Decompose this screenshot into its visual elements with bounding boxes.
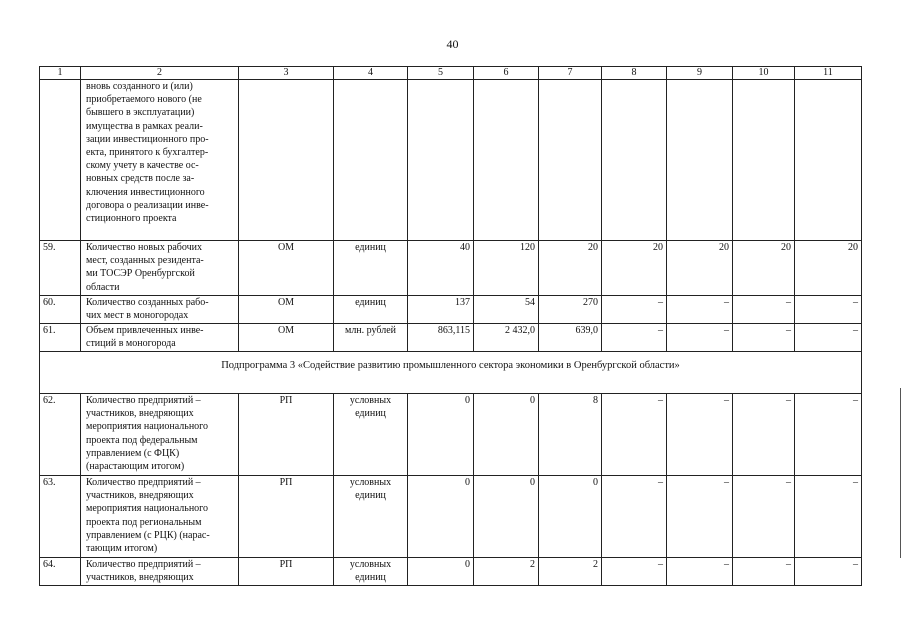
section-row — [40, 352, 862, 394]
indicators-table — [39, 66, 862, 586]
row-number: 60. — [40, 296, 81, 324]
value-col-7: 2 — [539, 558, 602, 586]
col-header-3: 3 — [239, 67, 334, 80]
value-col-5: 0 — [408, 558, 474, 586]
unit: условных единиц — [334, 394, 408, 476]
indicator-type: РП — [239, 558, 334, 586]
value-col-10: – — [733, 558, 795, 586]
unit: единиц — [334, 241, 408, 296]
unit: единиц — [334, 296, 408, 324]
indicator-name: Количество предприятий – участников, внедряющих мероприятия национального проекта под региональным управлением (с РЦК) (нарас- тающим итогом) — [81, 476, 239, 558]
value-col-8: – — [602, 296, 667, 324]
value-col-8: – — [602, 394, 667, 476]
value-col-10: – — [733, 324, 795, 352]
col-header-9: 9 — [667, 67, 733, 80]
indicator-name: Количество предприятий – участников, внедряющих — [81, 558, 239, 586]
header-row — [40, 67, 862, 80]
value-col-5 — [408, 80, 474, 241]
indicator-name: Количество новых рабочих мест, созданных резидента- ми ТОСЭР Оренбургской области — [81, 241, 239, 296]
value-col-6: 54 — [474, 296, 539, 324]
value-col-6: 0 — [474, 476, 539, 558]
unit: млн. рублей — [334, 324, 408, 352]
value-col-11: – — [795, 558, 862, 586]
indicator-type: РП — [239, 476, 334, 558]
value-col-6 — [474, 80, 539, 241]
table-row — [40, 558, 862, 586]
col-header-7: 7 — [539, 67, 602, 80]
col-header-4: 4 — [334, 67, 408, 80]
value-col-9: 20 — [667, 241, 733, 296]
margin-scan-line — [900, 388, 901, 558]
value-col-9: – — [667, 476, 733, 558]
value-col-11: – — [795, 476, 862, 558]
row-number: 63. — [40, 476, 81, 558]
table-row — [40, 296, 862, 324]
value-col-9: – — [667, 394, 733, 476]
col-header-2: 2 — [81, 67, 239, 80]
value-col-7: 0 — [539, 476, 602, 558]
unit — [334, 80, 408, 241]
table-row — [40, 241, 862, 296]
value-col-6: 2 432,0 — [474, 324, 539, 352]
table-row — [40, 324, 862, 352]
row-number: 64. — [40, 558, 81, 586]
page-number: 40 — [446, 37, 459, 51]
value-col-9 — [667, 80, 733, 241]
col-header-10: 10 — [733, 67, 795, 80]
indicator-type: ОМ — [239, 296, 334, 324]
value-col-6: 0 — [474, 394, 539, 476]
value-col-5: 0 — [408, 476, 474, 558]
value-col-11 — [795, 80, 862, 241]
value-col-8: – — [602, 476, 667, 558]
col-header-1: 1 — [40, 67, 81, 80]
unit: условных единиц — [334, 476, 408, 558]
value-col-7: 8 — [539, 394, 602, 476]
subprogram-heading: Подпрограмма 3 «Содействие развитию промышленного сектора экономики в Оренбургской области» — [40, 352, 862, 394]
indicator-type: ОМ — [239, 241, 334, 296]
value-col-10 — [733, 80, 795, 241]
value-col-6: 2 — [474, 558, 539, 586]
row-number: 62. — [40, 394, 81, 476]
value-col-7: 270 — [539, 296, 602, 324]
value-col-11: – — [795, 324, 862, 352]
value-col-10: – — [733, 296, 795, 324]
value-col-7: 639,0 — [539, 324, 602, 352]
value-col-5: 863,115 — [408, 324, 474, 352]
indicator-name: вновь созданного и (или) приобретаемого нового (не бывшего в эксплуатации) имущества в рамках реали- зации инвестиционного про- екта, принятого к бухгалтер- скому учету в качестве ос- новных средств после за- ключения инвестиционного договора о реализации инве- стиционного проекта — [81, 80, 239, 241]
value-col-5: 0 — [408, 394, 474, 476]
value-col-8 — [602, 80, 667, 241]
unit: условных единиц — [334, 558, 408, 586]
table-row — [40, 476, 862, 558]
value-col-7 — [539, 80, 602, 241]
value-col-11: 20 — [795, 241, 862, 296]
value-col-8: – — [602, 558, 667, 586]
indicator-name: Количество созданных рабо- чих мест в моногородах — [81, 296, 239, 324]
value-col-11: – — [795, 394, 862, 476]
value-col-6: 120 — [474, 241, 539, 296]
value-col-5: 137 — [408, 296, 474, 324]
table-row — [40, 80, 862, 241]
indicator-type — [239, 80, 334, 241]
row-number: 61. — [40, 324, 81, 352]
value-col-9: – — [667, 324, 733, 352]
value-col-8: – — [602, 324, 667, 352]
value-col-7: 20 — [539, 241, 602, 296]
row-number — [40, 80, 81, 241]
value-col-10: – — [733, 394, 795, 476]
row-number: 59. — [40, 241, 81, 296]
value-col-10: – — [733, 476, 795, 558]
value-col-5: 40 — [408, 241, 474, 296]
col-header-11: 11 — [795, 67, 862, 80]
indicator-type: ОМ — [239, 324, 334, 352]
indicator-type: РП — [239, 394, 334, 476]
table-row — [40, 394, 862, 476]
value-col-9: – — [667, 296, 733, 324]
col-header-5: 5 — [408, 67, 474, 80]
indicator-name: Количество предприятий – участников, внедряющих мероприятия национального проекта под федеральным управлением (с ФЦК) (нарастающим итогом) — [81, 394, 239, 476]
col-header-6: 6 — [474, 67, 539, 80]
value-col-9: – — [667, 558, 733, 586]
value-col-8: 20 — [602, 241, 667, 296]
indicator-name: Объем привлеченных инве- стиций в моногорода — [81, 324, 239, 352]
col-header-8: 8 — [602, 67, 667, 80]
value-col-10: 20 — [733, 241, 795, 296]
value-col-11: – — [795, 296, 862, 324]
